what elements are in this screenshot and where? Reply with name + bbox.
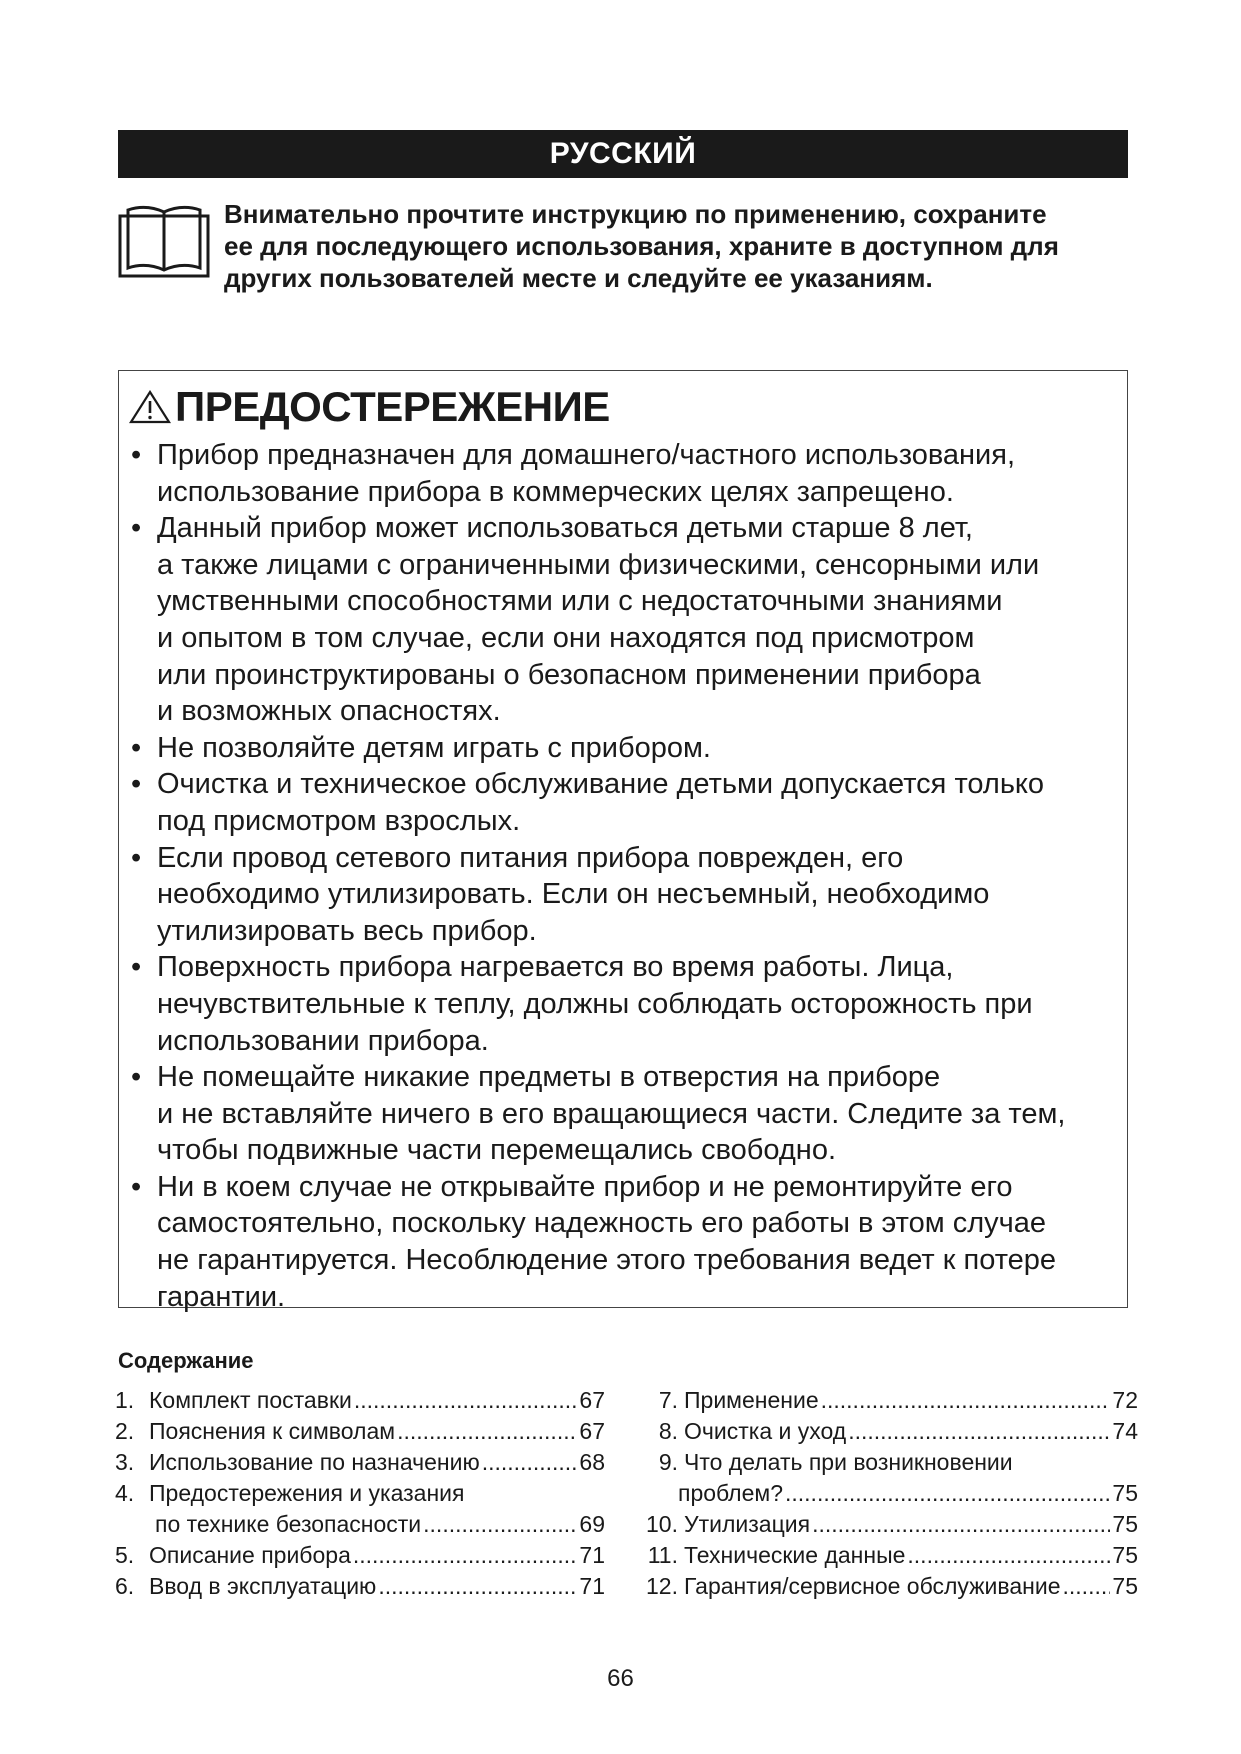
toc-entry-number: 11. (647, 1542, 678, 1568)
toc-entry-page: 67 (579, 1387, 605, 1413)
warning-item-line: не гарантируется. Несоблюдение этого требования ведет к потере (157, 1244, 1057, 1277)
warning-heading (129, 381, 610, 433)
notice-line: ее для последующего использования, храните в доступном для (224, 231, 1059, 261)
toc-entry-title: Применение (684, 1387, 819, 1413)
toc-entry-page: 75 (1112, 1480, 1138, 1506)
toc-leader-dots (423, 1509, 577, 1540)
read-instructions-notice (118, 198, 1128, 298)
toc-entry-title: Предостережения и указания (149, 1480, 465, 1506)
toc-entry-number: 10. (646, 1511, 678, 1537)
warning-item-line: необходимо утилизировать. Если он несъемный, необходимо (157, 878, 990, 911)
notice-text (224, 198, 1124, 294)
toc-entry[interactable] (638, 1571, 1138, 1602)
bullet-icon: • (131, 768, 142, 801)
toc-entry-title: Комплект поставки (149, 1387, 352, 1413)
toc-entry-page: 75 (1112, 1542, 1138, 1568)
warning-item-line: и опытом в том случае, если они находятся под присмотром (157, 621, 975, 654)
warning-item-line: утилизировать весь прибор. (157, 914, 537, 947)
toc-leader-dots (812, 1509, 1110, 1540)
warning-triangle-icon (129, 390, 171, 424)
toc-leader-dots (848, 1416, 1110, 1447)
open-book-icon (118, 202, 210, 280)
bullet-icon: • (131, 731, 142, 764)
toc-entry-page: 75 (1112, 1511, 1138, 1537)
notice-line: Внимательно прочтите инструкцию по применению, сохраните (224, 199, 1047, 229)
warning-box (118, 370, 1128, 1313)
toc-entry-title: Что делать при возникновении (684, 1449, 1013, 1475)
warning-item-line: и возможных опасностях. (157, 695, 501, 728)
toc-leader-dots (907, 1540, 1110, 1571)
toc-leader-dots (785, 1478, 1110, 1509)
page-number: 66 (607, 1665, 634, 1692)
toc-entry-number: 1. (115, 1387, 135, 1413)
language-header-bar (118, 130, 1128, 178)
toc-entry-page: 72 (1112, 1387, 1138, 1413)
bullet-icon: • (131, 841, 142, 874)
warning-item-line: Если провод сетевого питания прибора поврежден, его (157, 841, 904, 874)
toc-entry-title-cont: проблем? (678, 1480, 783, 1506)
toc-leader-dots (1063, 1571, 1111, 1602)
toc-entry-number: 2. (115, 1418, 135, 1444)
toc-entry-page: 71 (579, 1542, 605, 1568)
warning-item-line: Поверхность прибора нагревается во время работы. Лица, (157, 951, 954, 984)
toc-entry[interactable] (115, 1385, 605, 1416)
toc-entry-page: 67 (579, 1418, 605, 1444)
warning-item-line: под присмотром взрослых. (157, 804, 521, 837)
warning-item-line: Не помещайте никакие предметы в отверстия на приборе (157, 1061, 941, 1094)
warning-item-line: или проинструктированы о безопасном применении прибора (157, 658, 981, 691)
toc-entry-title: Технические данные (684, 1542, 906, 1568)
warning-item (129, 949, 1119, 1059)
warning-item-line: и не вставляйте ничего в его вращающиеся части. Следите за тем, (157, 1097, 1066, 1130)
warning-item-line: Ни в коем случае не открывайте прибор и не ремонтируйте его (157, 1170, 1013, 1203)
toc-leader-dots (482, 1447, 578, 1478)
warning-item-line: гарантии. (157, 1280, 286, 1313)
toc-entry-continuation[interactable] (638, 1478, 1138, 1509)
language-title: РУССКИЙ (549, 137, 697, 170)
warning-item-line: Очистка и техническое обслуживание детьми допускается только (157, 768, 1045, 801)
toc-entry-number: 6. (115, 1573, 135, 1599)
toc-entry-title: Очистка и уход (684, 1418, 847, 1444)
toc-entry-page: 69 (579, 1511, 605, 1537)
toc-entry[interactable] (638, 1509, 1138, 1540)
toc-entry-title: Ввод в эксплуатацию (149, 1573, 377, 1599)
warning-item (129, 766, 1119, 839)
toc-column-left (115, 1385, 605, 1602)
warning-item-line: чтобы подвижные части перемещались свободно. (157, 1134, 837, 1167)
toc-entry-title: Использование по назначению (149, 1449, 480, 1475)
bullet-icon: • (131, 951, 142, 984)
warning-item-line: а также лицами с ограниченными физическими, сенсорными или (157, 548, 1040, 581)
toc-entry-number: 5. (115, 1542, 135, 1568)
bullet-icon: • (131, 512, 142, 545)
toc-entry-page: 74 (1112, 1418, 1138, 1444)
bullet-icon: • (131, 1170, 142, 1203)
warning-item-line: использование прибора в коммерческих целях запрещено. (157, 475, 954, 508)
notice-line: других пользователей месте и следуйте ее указаниям. (224, 263, 933, 293)
toc-entry-number: 12. (646, 1573, 678, 1599)
toc-column-right (638, 1385, 1138, 1602)
toc-entry-page: 71 (579, 1573, 605, 1599)
toc-entry-number: 7. (658, 1387, 678, 1413)
toc-entry-title: Описание прибора (149, 1542, 351, 1568)
toc-entry-title-cont: по технике безопасности (155, 1511, 422, 1537)
toc-entry[interactable] (115, 1416, 605, 1447)
bullet-icon: • (131, 439, 142, 471)
warning-item-line: Данный прибор может использоваться детьми старше 8 лет, (157, 512, 973, 545)
warning-item-line: Прибор предназначен для домашнего/частного использования, (157, 439, 1016, 471)
toc-entry-title: Гарантия/сервисное обслуживание (684, 1573, 1061, 1599)
warning-item-line: использовании прибора. (157, 1024, 489, 1057)
toc-entry[interactable] (638, 1385, 1138, 1416)
toc-entry[interactable] (638, 1540, 1138, 1571)
warning-item (129, 510, 1119, 730)
toc-leader-dots (397, 1416, 577, 1447)
warning-item (129, 1169, 1119, 1315)
warning-list (129, 437, 1119, 1315)
warning-item (129, 840, 1119, 950)
toc-leader-dots (378, 1571, 577, 1602)
toc-entry-title: Пояснения к символам (149, 1418, 396, 1444)
toc-entry-page: 75 (1112, 1573, 1138, 1599)
warning-item-line: умственными способностями или с недостаточными знаниями (157, 585, 1003, 618)
warning-item (129, 730, 1119, 767)
toc-leader-dots (821, 1385, 1111, 1416)
bullet-icon: • (131, 1061, 142, 1094)
toc-entry[interactable] (638, 1447, 1138, 1478)
warning-item (129, 437, 1119, 510)
warning-item-line: самостоятельно, поскольку надежность его работы в этом случае (157, 1207, 1046, 1240)
toc-entry-number: 3. (115, 1449, 135, 1475)
warning-item-line: нечувствительные к теплу, должны соблюдать осторожность при (157, 987, 1033, 1020)
toc-entry[interactable] (115, 1447, 605, 1478)
toc-entry-number: 4. (115, 1480, 135, 1506)
toc-entry-title: Утилизация (684, 1511, 811, 1537)
warning-item (129, 1059, 1119, 1169)
toc-leader-dots (354, 1385, 578, 1416)
warning-title: ПРЕДОСТЕРЕЖЕНИЕ (175, 383, 610, 430)
toc-leader-dots (353, 1540, 578, 1571)
warning-item-line: Не позволяйте детям играть с прибором. (157, 731, 711, 764)
toc-entry[interactable] (115, 1478, 605, 1509)
toc-entry[interactable] (638, 1416, 1138, 1447)
toc-entry-number: 8. (658, 1418, 678, 1444)
toc-entry[interactable] (115, 1571, 605, 1602)
toc-heading: Содержание (118, 1348, 254, 1373)
toc-entry-number: 9. (658, 1449, 678, 1475)
toc-entry[interactable] (115, 1540, 605, 1571)
toc-entry-page: 68 (579, 1449, 605, 1475)
toc-entry-continuation[interactable] (115, 1509, 605, 1540)
